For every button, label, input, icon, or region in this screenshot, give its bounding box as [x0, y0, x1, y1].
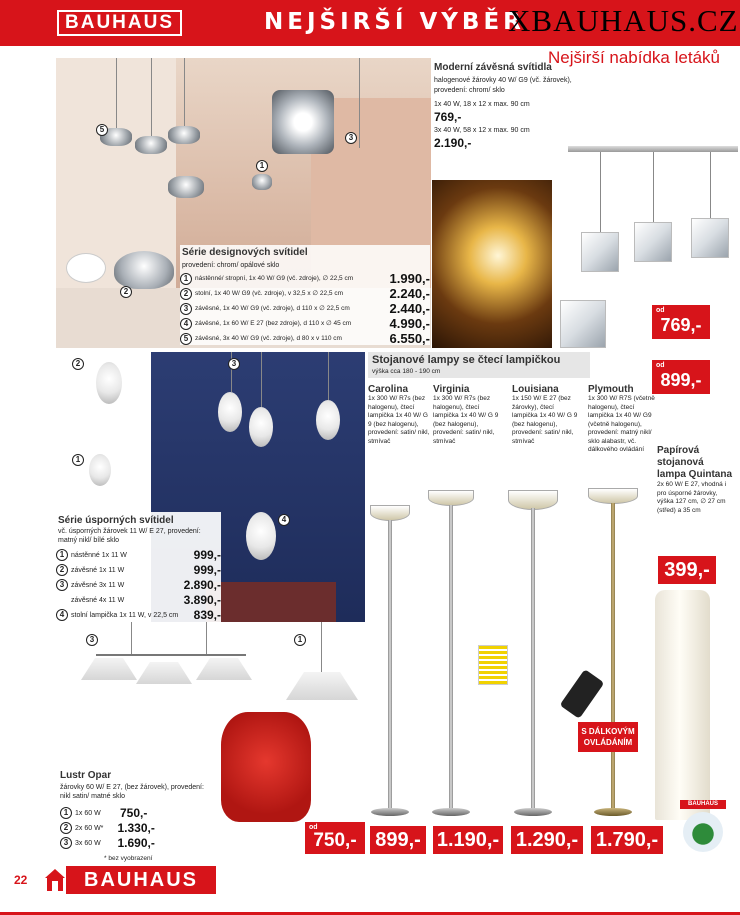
pendant-title: Moderní závěsná svítidla [434, 62, 552, 73]
marker: 4 [278, 514, 290, 526]
item-text: závěsné 4x 11 W [71, 596, 125, 604]
item-text: 1x 60 W [75, 809, 101, 817]
from-label: od [656, 307, 665, 314]
glass-cube-lamp [634, 222, 672, 262]
design-series-title: Série designových svítidel [182, 247, 308, 258]
list-item [180, 301, 430, 316]
price-tag-louisiana: 1.290,- [511, 826, 583, 854]
cable [328, 352, 329, 400]
price-tag-quintana: 399,- [658, 556, 716, 584]
price-tag [305, 822, 365, 854]
eco-series-title: Série úsporných svítidel [58, 515, 174, 526]
pendant-lamp [249, 407, 273, 447]
bauhaus-logo-footer[interactable]: BAUHAUS [66, 866, 216, 894]
item-number: 2 [60, 822, 72, 834]
model-name: Louisiana [512, 384, 559, 395]
item-number: 4 [180, 318, 192, 330]
marker: 1 [72, 454, 84, 466]
item-text: závěsné 1x 11 W [71, 566, 125, 574]
list-item [60, 806, 160, 820]
item-number: 3 [56, 579, 68, 591]
remote-control [560, 669, 605, 719]
item-text: nástěnné/ stropní, 1x 40 W/ G9 (vč. zdroje), ∅ 22,5 cm [195, 275, 354, 282]
paper-lamp-info [657, 445, 735, 515]
cable [116, 58, 117, 128]
price-tag-carolina: 899,- [370, 826, 426, 854]
list-item [180, 316, 430, 331]
lamp-base [594, 808, 632, 816]
lamp-head [428, 490, 474, 506]
list-item [56, 578, 221, 592]
remote-badge: S DÁLKOVÝM OVLÁDÁNÍM [578, 722, 638, 752]
pendant-desc: halogenové žárovky 40 W/ G9 (vč. žárovek), provedení: chrom/ sklo [434, 77, 572, 94]
cable [321, 622, 322, 674]
model-spec: 1x 300 W/ R7s (bez halogenu), čtecí lampička 1x 40 W/ G 9 (bez halogenu), provedení: satin/ nikl, stmívač [433, 395, 499, 445]
cable [206, 622, 207, 654]
headline: NEJŠIRŠÍ VÝBĚR [264, 9, 525, 35]
item-number: 1 [180, 273, 192, 285]
item-price: 1.690,- [117, 836, 155, 850]
model-name: Carolina [368, 384, 409, 395]
lamp-head [370, 505, 410, 521]
item-price: 6.550,- [389, 331, 430, 346]
design-series-desc: provedení: chrom/ opálové sklo [182, 262, 280, 269]
model-carolina [368, 384, 432, 446]
marker: 2 [120, 286, 132, 298]
red-armchair [221, 712, 311, 822]
marker: 5 [96, 124, 108, 136]
list-item [56, 593, 221, 607]
lamp-head [588, 488, 638, 504]
glass-cube-lamp [581, 232, 619, 272]
sideboard [206, 582, 336, 622]
floor-lamps-title: Stojanové lampy se čtecí lampičkou [372, 354, 561, 366]
tag-price: 769,- [660, 315, 702, 335]
tag-price: 899,- [660, 370, 702, 390]
list-item [180, 271, 430, 286]
item-text: závěsné 3x 11 W [71, 581, 125, 589]
pendant-lamp [316, 400, 340, 440]
lamp-pole [531, 508, 535, 810]
cable [131, 622, 132, 654]
item-number: 1 [56, 549, 68, 561]
pendant-lamp [168, 176, 204, 198]
glass-shade [196, 658, 252, 680]
watermark-tagline: Nejširší nabídka letáků [548, 48, 720, 67]
lustr-desc: žárovky 60 W/ E 27, (bez žárovek), provedení: nikl satin/ matné sklo [60, 784, 204, 800]
lamp-pole [449, 505, 453, 810]
marker: 3 [345, 132, 357, 144]
cable [600, 152, 601, 232]
cable [359, 58, 360, 148]
energy-label [478, 645, 508, 685]
item-price: 999,- [193, 563, 221, 577]
cable [261, 352, 262, 407]
list-item [180, 286, 430, 301]
item-price: 1.330,- [117, 821, 155, 835]
pendant-lamp [135, 136, 167, 154]
list-item [60, 821, 160, 835]
lamp-base [514, 808, 552, 816]
eco-series-box [56, 512, 221, 622]
page-number: 22 [14, 873, 28, 887]
watermark-site[interactable]: XBAUHAUS.CZ [508, 3, 739, 38]
pendant-price1: 769,- [434, 110, 462, 124]
item-price: 2.440,- [389, 301, 430, 316]
model-spec: 1x 300 W/ R7S (včetně halogenu), čtecí lampička 1x 40 W/ G9 (včetně halogenu), provedení: matný nikl/ sklo alabastr, vč. dálkového ovládání [588, 395, 655, 453]
cable [151, 58, 152, 136]
bar-stool [66, 253, 106, 283]
lamp-head [508, 490, 558, 510]
lamp-pole [388, 520, 392, 810]
cable [653, 152, 654, 222]
list-item [56, 548, 221, 562]
list-item [56, 563, 221, 577]
drum-lamp [272, 90, 334, 154]
wall-lamp [252, 174, 272, 190]
list-item [60, 836, 160, 850]
item-number: 3 [60, 837, 72, 849]
pendant-variant1: 1x 40 W, 18 x 12 x max. 90 cm [434, 101, 530, 108]
from-label: od [656, 362, 665, 369]
bauhaus-stamp [680, 800, 726, 856]
pendant-lamps-photo [560, 130, 740, 348]
lamp-pole [611, 503, 615, 810]
eco-series-desc: vč. úsporných žárovek 11 W/ E 27, provedení: matný nikl/ bílé sklo [58, 528, 201, 544]
paper-lamp [655, 590, 710, 820]
item-text: závěsné, 1x 60 W/ E 27 (bez zdroje), d 110 x ∅ 45 cm [195, 320, 352, 327]
item-text: 3x 60 W [75, 839, 101, 847]
marker: 1 [294, 634, 306, 646]
eco-lamps-photo [56, 352, 365, 622]
floor-lamps-header [368, 352, 590, 378]
lamp-base [432, 808, 470, 816]
item-price: 3.890,- [183, 593, 221, 607]
marker: 1 [256, 160, 268, 172]
item-number: 2 [56, 564, 68, 576]
tag-price: 750,- [313, 830, 357, 851]
table-lamp [114, 251, 174, 289]
bauhaus-house-icon [44, 868, 66, 892]
paper-lamp-spec: 2x 60 W/ E 27, vhodná i pro úsporné žárovky, výška 127 cm, ∅ 27 cm (střed) a 35 cm [657, 481, 727, 514]
paper-lamp-title: Papírová stojanová lampa Quintana [657, 445, 733, 480]
item-price: 2.890,- [183, 578, 221, 592]
pendant-price2: 2.190,- [434, 136, 472, 150]
item-text: závěsné, 3x 40 W/ G9 (vč. zdroje), d 80 x v 110 cm [195, 335, 342, 342]
item-text: stolní lampička 1x 11 W, v 22,5 cm [71, 611, 179, 619]
lustr-title: Lustr Opar [60, 770, 112, 781]
model-spec: 1x 150 W/ E 27 (bez žárovky), čtecí lampička 1x 40 W/ G 9 (bez halogenu), provedení: satin/ nikl, stmívač [512, 395, 578, 445]
item-price: 4.990,- [389, 316, 430, 331]
tree-icon [683, 812, 723, 852]
lamp-base [371, 808, 409, 816]
from-label: od [309, 824, 318, 831]
pendant-variant2: 3x 40 W, 58 x 12 x max. 90 cm [434, 127, 530, 134]
model-virginia [433, 384, 499, 446]
footnote: * bez vyobrazení [104, 855, 153, 862]
chandelier-bar [96, 654, 246, 656]
cable [184, 58, 185, 126]
stamp-label: BAUHAUS [680, 800, 726, 809]
price-tag-virginia: 1.190,- [433, 826, 503, 854]
model-name: Plymouth [588, 384, 634, 395]
model-spec: 1x 300 W/ R7s (bez halogenu), čtecí lampička 1x 40 W/ G 9 (bez halogenu), provedení: satin/ nikl, stmívač [368, 395, 430, 445]
wall-lamp [89, 454, 111, 486]
item-text: závěsné, 1x 40 W/ G9 (vč. zdroje), d 110 x ∅ 22,5 cm [195, 305, 350, 312]
marker: 3 [228, 358, 240, 370]
item-number: 2 [180, 288, 192, 300]
item-text: 2x 60 W* [75, 824, 104, 832]
item-number: 4 [56, 609, 68, 621]
model-name: Virginia [433, 384, 470, 395]
item-price: 2.240,- [389, 286, 430, 301]
glass-cube-lamp [560, 300, 606, 348]
item-price: 839,- [193, 608, 221, 622]
item-price: 999,- [193, 548, 221, 562]
marker: 2 [72, 358, 84, 370]
item-number: 1 [60, 807, 72, 819]
cable [710, 152, 711, 220]
floor-lamps-height: výška cca 180 - 190 cm [372, 368, 441, 375]
pendant-lamp [218, 392, 242, 432]
list-item [180, 331, 430, 346]
item-text: stolní, 1x 40 W/ G9 (vč. zdroje), v 32,5 x ∅ 22,5 cm [195, 290, 343, 297]
price-tag [652, 305, 710, 339]
item-number: 3 [180, 303, 192, 315]
item-text: nástěnné 1x 11 W [71, 551, 127, 559]
price-tag [652, 360, 710, 394]
design-series-box [180, 245, 430, 345]
item-number: 5 [180, 333, 192, 345]
model-plymouth [588, 384, 656, 455]
model-louisiana [512, 384, 578, 446]
pendant-lamp [168, 126, 200, 144]
glass-shade [286, 672, 358, 700]
price-tag-plymouth: 1.790,- [591, 826, 663, 854]
pendant-lamp [96, 362, 122, 404]
marker: 3 [86, 634, 98, 646]
list-item [56, 608, 221, 622]
glass-shade [81, 658, 137, 680]
glass-cube-lamp [691, 218, 729, 258]
bauhaus-logo[interactable]: BAUHAUS [57, 10, 182, 36]
table-lamp [246, 512, 276, 560]
glass-shade [136, 662, 192, 684]
glass-lamp-photo [432, 180, 552, 348]
item-price: 750,- [120, 806, 148, 820]
item-price: 1.990,- [389, 271, 430, 286]
